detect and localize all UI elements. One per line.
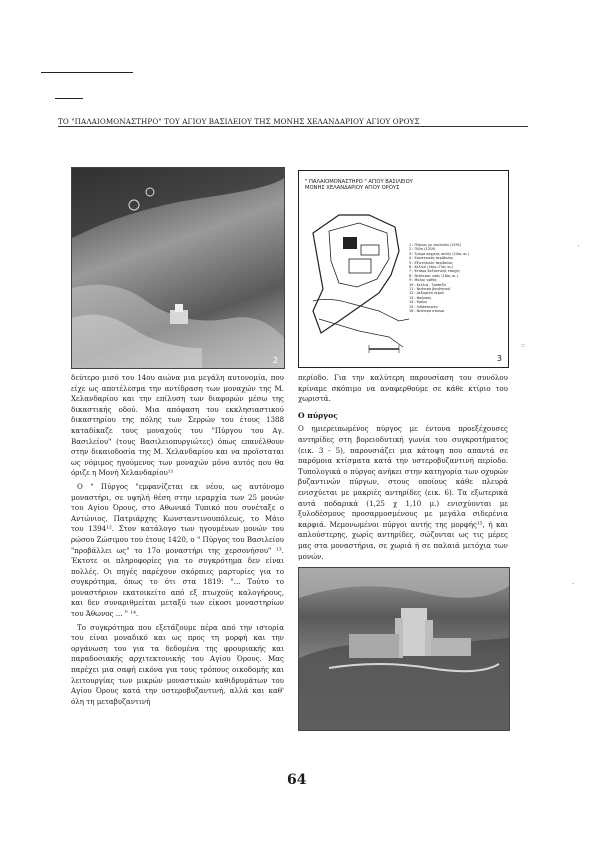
- paragraph: Το συγκρότημα που εξετάζουμε πέρα από την ιστορία του είναι μοναδικό και ως προς τη μορφή και την οργάνωση του για τα δεδομένα της φρουριακής και παραδοσιακής αρχιτεκτονικής του Αγίου Όρους. Μας παρέχει μια σαφή εικόνα για τους τρόπους οικοδομής και λειτουργίας των μικρών μοναστικών καθιδρυμάτων του Αγίου Όρους κατά την υστεροβυζαντινή, αλλά και καθ' όλη τη μεταβυζαντινή: [71, 622, 284, 706]
- figure-number: 3: [496, 354, 502, 363]
- figure-number: 2: [272, 356, 278, 365]
- legend-item: 3 : Τμήμα αρχικής αυλής (14ος αι.): [409, 251, 469, 256]
- tower-photo-figure: [298, 567, 510, 731]
- legend-item: 6 : Κελλιά (16ος-17ος αι.): [409, 265, 454, 270]
- site-plan-figure: [298, 170, 509, 368]
- legend-item: 14 : Κρήνη: [409, 300, 428, 305]
- scan-mark-line: [55, 98, 83, 99]
- aerial-photo-image: [72, 168, 284, 368]
- legend-item: 7 : Κτίσμα Βυζαντινής εποχής: [409, 269, 461, 274]
- right-column: [298, 373, 508, 565]
- legend-item: 10 : Κελλιά - Τράπεζα: [409, 282, 446, 287]
- legend-item: 8 : Νεότερος ναός (18ος αι.): [409, 273, 458, 278]
- legend-item: 1 : Πύργος με εκκλησία (1391): [409, 243, 462, 247]
- paragraph: δεύτερο μισό του 14ου αιώνα μια μεγάλη αυτονομία, που είχε ως αποτέλεσμα την αντίδραση των μοναχών της Μ. Χελανδαρίου και την επίλυση των διαφορών μέσω της δικαστικής οδού. Μια απόφαση του εκκλησιαστικού δικαστηρίου της πόλης των Σερρών του έτους 1388 καταδίκαζε τους μοναχούς του "Πύργου του Αγ. Βασιλείου" (τους Βασιλειοπυργιώτες) όπως επανέλθουν στην δικαιοδοσία της Μ. Χελανδαρίου και να προϊσταται ως νόμιμος ηγούμενος των μοναχών μόνο αυτός που θα όριζε η Μονή Χελανδαρίου¹¹: [71, 373, 284, 478]
- paragraph: Ο " Πύργος "εμφανίζεται εκ νέου, ως αυτόνομο μοναστήρι, σε υψηλή θέση στην ιεραρχία των 25 μονών του Αγίου Όρους, στο Αθωνικό Τυπικό που συνέταξε ο Αντώνιος, Πατριάρχης Κωνσταντινουπόλεως, το Μάιο του 1394¹². Στον κατάλογο των ηγουμένων μονών του ρώσου Ζώσιμου του έτους 1420, ο " Πύργος του Βασιλείου "προβάλλει ως" το 17ο μοναστήρι της χερσονήσου" ¹³. Έκτοτε οι πληροφορίες για το συγκρότημα δεν είναι πολλές. Οι πηγές παρέχουν σκόρπιες μαρτυρίες για το συγκρότημα, όπως το ότι στα 1819: "... Τούτο το μοναστήριον εκατοικείτο από εξ πτωχούς καλογήρους, και δεν συναριθμείται μεταξύ των είκοσι μοναστηρίων του Άθωνος ... " ¹⁴.: [71, 481, 284, 619]
- tower-photo-image: [299, 568, 509, 730]
- legend-item: 4 : Εσωτερικός περίβολος: [409, 256, 454, 261]
- aerial-photo-figure: [71, 167, 285, 369]
- section-heading: Ο πύργος: [298, 410, 338, 420]
- legend-item: 12 : Δεξαμενή νερού: [409, 291, 444, 296]
- margin-scan-mark: -: [572, 580, 575, 587]
- left-column: [71, 373, 284, 710]
- running-title: ΤΟ "ΠΑΛΑΙΟΜΟΝΑΣΤΗΡΟ" ΤΟΥ ΑΓΙΟΥ ΒΑΣΙΛΕΙΟΥ ΤΗΣ ΜΟΝΗΣ ΧΕΛΑΝΔΑΡΙΟΥ ΑΓΙΟΥ ΟΡΟΥΣ: [58, 117, 420, 126]
- legend-item: 11 : Νεότερο βοηθητικό: [409, 287, 451, 292]
- page-number: 64: [287, 772, 307, 788]
- margin-scan-mark: ::: [521, 342, 526, 349]
- legend-item: 15 : Λιθόστρωτο: [409, 304, 438, 309]
- header-rule: [58, 126, 528, 127]
- legend-item: 16 : Νεότερο κτίσμα: [409, 309, 444, 314]
- legend-item: 5 : Εξωτερικός περίβολος: [409, 260, 454, 265]
- paragraph: περίοδο. Για την καλύτερη παρουσίαση του συνόλου κρίναμε σκόπιμο να αναφερθούμε σε κάθε κτίριο του χωριστά.: [298, 373, 508, 404]
- paragraph: Ο ημιερειπωμένος πύργος με έντονα προεξέχουσες αντηρίδες στη βορειοδυτική γωνία του συγκροτήματος (εικ. 3 - 5), παρουσιάζει μια κάτοψη που απαντά σε παρόμοια κτίσματα κατά την υστεροβυζαντινή περίοδο. Τυπολογικά ο πύργος ανήκει στην κατηγορία των οχυρών βυζαντινών πύργων, στους οποίους κάθε πλευρά ενισχύεται με μακριές αντηρίδες (εικ. 6). Τα εξωτερικά αυτά ποδαρικά (1,25 χ 1,10 μ.) ενισχύονται με ξυλοδέσμους προσαρμοσμένους με μεγάλα σιδερένια καρφιά. Μεμονωμένοι πύργοι αυτής της μορφής¹⁵, ή και απλούστερης, χωρίς αντηρίδες, σώζονται ως τις μέρες μας στα μοναστήρια, σε χωριά ή σε παλαιά μετόχια των μονών.: [298, 424, 508, 561]
- scan-mark-line: [41, 72, 133, 73]
- site-plan-drawing: [299, 171, 508, 367]
- site-plan-title-line1: " ΠΑΛΑΙΟΜΟΝΑΣΤΗΡΟ " ΑΓΙΟΥ ΒΑΣΙΛΕΙΟΥ: [305, 179, 413, 185]
- margin-scan-mark: ': [578, 245, 580, 252]
- legend-item: 13 : Φούρνος: [409, 295, 432, 300]
- site-plan-legend: [409, 243, 469, 314]
- site-plan-title-line2: ΜΟΝΗΣ ΧΕΛΑΝΔΑΡΙΟΥ ΑΓΙΟΥ ΟΡΟΥΣ: [305, 185, 400, 191]
- legend-item: 9 : Μύλος ορθής: [409, 278, 437, 283]
- legend-item: 2 : Πύλη (1319): [409, 247, 436, 252]
